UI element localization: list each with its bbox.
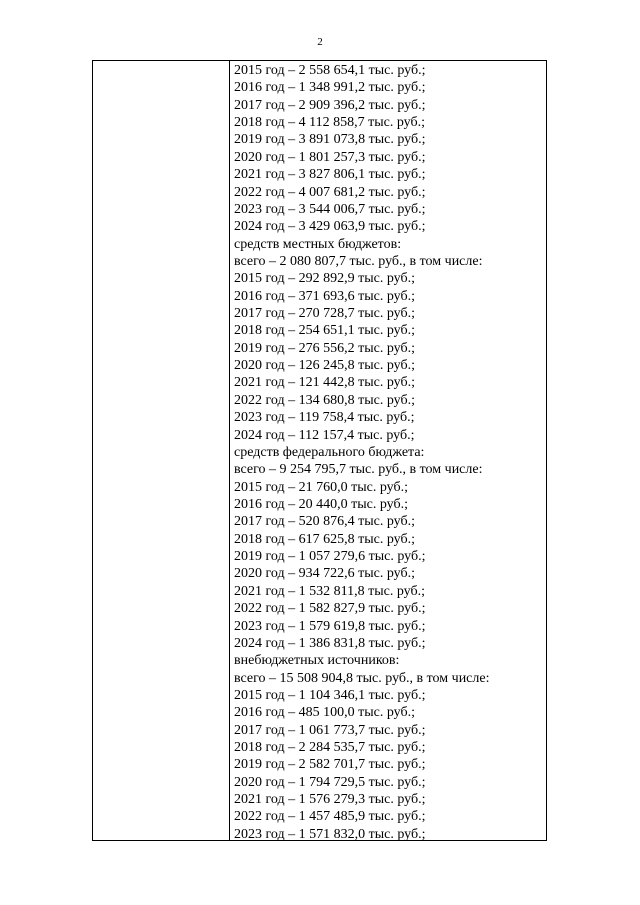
- funding-line: 2022 год – 134 680,8 тыс. руб.;: [234, 392, 415, 408]
- funding-table: [92, 60, 547, 841]
- funding-line: 2018 год – 254 651,1 тыс. руб.;: [234, 323, 415, 339]
- funding-line: 2023 год – 3 544 006,7 тыс. руб.;: [234, 201, 426, 217]
- funding-line: 2021 год – 1 532 811,8 тыс. руб.;: [234, 583, 425, 599]
- funding-line: 2018 год – 4 112 858,7 тыс. руб.;: [234, 115, 425, 131]
- funding-line: 2017 год – 520 876,4 тыс. руб.;: [234, 514, 415, 530]
- funding-line: 2021 год – 121 442,8 тыс. руб.;: [234, 375, 415, 391]
- funding-line: 2021 год – 3 827 806,1 тыс. руб.;: [234, 167, 426, 183]
- funding-line: 2015 год – 2 558 654,1 тыс. руб.;: [234, 63, 426, 78]
- funding-line: 2022 год – 1 582 827,9 тыс. руб.;: [234, 601, 426, 617]
- funding-line: 2019 год – 3 891 073,8 тыс. руб.;: [234, 132, 426, 148]
- funding-line: 2023 год – 119 758,4 тыс. руб.;: [234, 410, 415, 426]
- page-number: 2: [317, 36, 323, 48]
- funding-line: 2016 год – 20 440,0 тыс. руб.;: [234, 496, 408, 512]
- funding-line: 2021 год – 1 576 279,3 тыс. руб.;: [234, 792, 426, 808]
- funding-line: 2020 год – 934 722,6 тыс. руб.;: [234, 566, 415, 582]
- funding-line: 2023 год – 1 571 832,0 тыс. руб.;: [234, 826, 426, 842]
- funding-line: 2019 год – 1 057 279,6 тыс. руб.;: [234, 549, 426, 565]
- funding-line: 2018 год – 2 284 535,7 тыс. руб.;: [234, 740, 426, 756]
- funding-line: 2020 год – 1 801 257,3 тыс. руб.;: [234, 149, 426, 165]
- funding-line: 2018 год – 617 625,8 тыс. руб.;: [234, 531, 415, 547]
- funding-line: всего – 2 080 807,7 тыс. руб., в том числе:: [234, 253, 483, 269]
- funding-line: 2019 год – 276 556,2 тыс. руб.;: [234, 340, 415, 356]
- funding-line: 2015 год – 1 104 346,1 тыс. руб.;: [234, 687, 426, 703]
- funding-line: 2015 год – 292 892,9 тыс. руб.;: [234, 271, 415, 287]
- funding-line: 2022 год – 1 457 485,9 тыс. руб.;: [234, 809, 426, 825]
- funding-line: внебюджетных источников:: [234, 653, 400, 669]
- funding-line: 2024 год – 1 386 831,8 тыс. руб.;: [234, 635, 426, 651]
- funding-line: 2016 год – 371 693,6 тыс. руб.;: [234, 288, 415, 304]
- funding-line: средств федерального бюджета:: [234, 444, 425, 460]
- funding-line: 2015 год – 21 760,0 тыс. руб.;: [234, 479, 408, 495]
- funding-line: 2017 год – 1 061 773,7 тыс. руб.;: [234, 722, 426, 738]
- funding-line: 2017 год – 2 909 396,2 тыс. руб.;: [234, 97, 426, 113]
- table-left-cell: [93, 61, 229, 840]
- funding-line: всего – 9 254 795,7 тыс. руб., в том числе:: [234, 462, 483, 478]
- funding-line: 2020 год – 1 794 729,5 тыс. руб.;: [234, 774, 426, 790]
- funding-line: 2017 год – 270 728,7 тыс. руб.;: [234, 306, 415, 322]
- column-divider: [229, 61, 230, 840]
- funding-line: 2016 год – 485 100,0 тыс. руб.;: [234, 705, 415, 721]
- funding-line: средств местных бюджетов:: [234, 236, 402, 252]
- funding-line: 2019 год – 2 582 701,7 тыс. руб.;: [234, 757, 426, 773]
- funding-line: 2024 год – 112 157,4 тыс. руб.;: [234, 427, 415, 443]
- funding-line: 2024 год – 3 429 063,9 тыс. руб.;: [234, 219, 426, 235]
- funding-line: 2020 год – 126 245,8 тыс. руб.;: [234, 358, 415, 374]
- funding-line: всего – 15 508 904,8 тыс. руб., в том числе:: [234, 670, 490, 686]
- table-right-cell: [234, 62, 544, 843]
- funding-line: 2023 год – 1 579 619,8 тыс. руб.;: [234, 618, 426, 634]
- funding-line: 2022 год – 4 007 681,2 тыс. руб.;: [234, 184, 426, 200]
- funding-line: 2016 год – 1 348 991,2 тыс. руб.;: [234, 80, 426, 96]
